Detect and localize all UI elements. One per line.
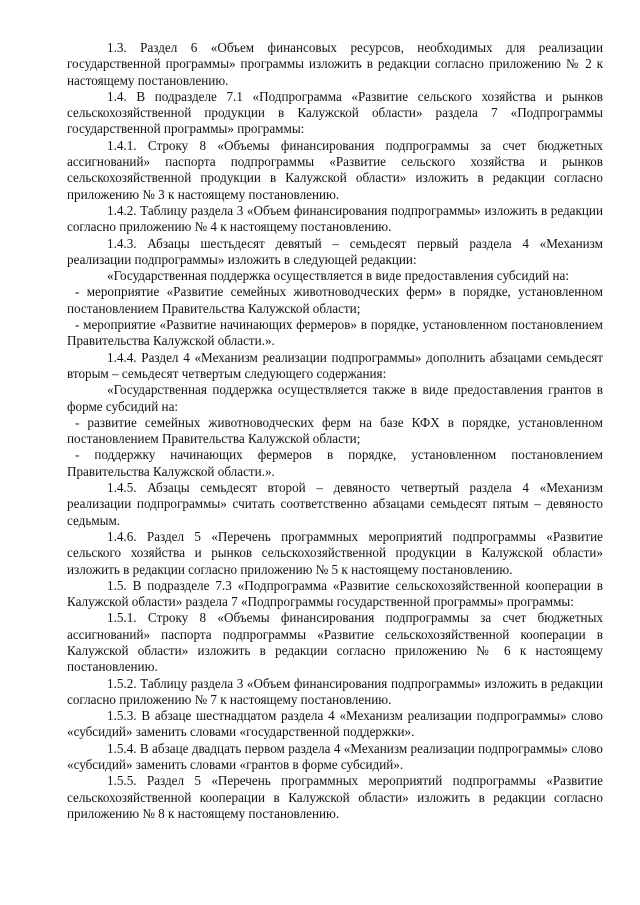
paragraph-1-5-5: 1.5.5. Раздел 5 «Перечень программных мероприятий подпрограммы «Развитие сельскохозяйственной кооперации в Калужской области» изложить в редакции согласно приложению № 8 к настоящему постановлению. <box>67 773 603 821</box>
paragraph-1-4-1: 1.4.1. Строку 8 «Объемы финансирования подпрограммы за счет бюджетных ассигнований» паспорта подпрограммы «Развитие сельского хозяйства и рынков сельскохозяйственной продукции в Калужской области» изложить в редакции согласно приложению № 3 к настоящему постановлению. <box>67 137 603 202</box>
paragraph-1-5-3: 1.5.3. В абзаце шестнадцатом раздела 4 «Механизм реализации подпрограммы» слово «субсидий» заменить словами «государственной поддержки». <box>67 708 603 740</box>
paragraph-1-4-4: 1.4.4. Раздел 4 «Механизм реализации подпрограммы» дополнить абзацами семьдесят вторым – семьдесят четвертым следующего содержания: <box>67 349 603 381</box>
bullet-beginning-farmers: - мероприятие «Развитие начинающих фермеров» в порядке, установленном постановлением Правительства Калужской области.». <box>67 317 603 349</box>
paragraph-1-5-2: 1.5.2. Таблицу раздела 3 «Объем финансирования подпрограммы» изложить в редакции согласно приложению № 7 к настоящему постановлению. <box>67 675 603 707</box>
paragraph-1-5: 1.5. В подразделе 7.3 «Подпрограмма «Развитие сельскохозяйственной кооперации в Калужской области» раздела 7 «Подпрограммы государственной программы» программы: <box>67 577 603 610</box>
bullet-farmer-support: - поддержку начинающих фермеров в порядке, установленном постановлением Правительства Калужской области.». <box>67 447 603 479</box>
paragraph-1-4-3: 1.4.3. Абзацы шестьдесят девятый – семьдесят первый раздела 4 «Механизм реализации подпрограммы» изложить в следующей редакции: <box>67 235 603 267</box>
bullet-kfh-farms: - развитие семейных животноводческих ферм на базе КФХ в порядке, установленном постановлением Правительства Калужской области; <box>67 414 603 447</box>
paragraph-1-5-1: 1.5.1. Строку 8 «Объемы финансирования подпрограммы за счет бюджетных ассигнований» паспорта подпрограммы «Развитие сельскохозяйственной кооперации в Калужской области» изложить в редакции согласно приложению № 6 к настоящему постановлению. <box>67 610 603 675</box>
paragraph-1-4-6: 1.4.6. Раздел 5 «Перечень программных мероприятий подпрограммы «Развитие сельского хозяйства и рынков сельскохозяйственной продукции в Калужской области» изложить в редакции согласно приложению № 5 к настоящему постановлению. <box>67 528 603 577</box>
paragraph-1-4: 1.4. В подразделе 7.1 «Подпрограмма «Развитие сельского хозяйства и рынков сельскохозяйственной продукции в Калужской области» раздела 7 «Подпрограммы государственной программы» программы: <box>67 88 603 137</box>
bullet-family-farms: - мероприятие «Развитие семейных животноводческих ферм» в порядке, установленном постановлением Правительства Калужской области; <box>67 284 603 316</box>
document-page <box>67 40 603 822</box>
paragraph-1-4-2: 1.4.2. Таблицу раздела 3 «Объем финансирования подпрограммы» изложить в редакции согласно приложению № 4 к настоящему постановлению. <box>67 202 603 235</box>
paragraph-1-3: 1.3. Раздел 6 «Объем финансовых ресурсов, необходимых для реализации государственной программы» программы изложить в редакции согласно приложению № 2 к настоящему постановлению. <box>67 40 603 88</box>
quoted-subsidies-intro: «Государственная поддержка осуществляется в виде предоставления субсидий на: <box>107 268 569 284</box>
paragraph-1-4-5: 1.4.5. Абзацы семьдесят второй – девяносто четвертый раздела 4 «Механизм реализации подпрограммы» считать соответственно абзацами семьдесят пятым – девяносто седьмым. <box>67 480 603 528</box>
quoted-grants-intro: «Государственная поддержка осуществляется также в виде предоставления грантов в форме субсидий на: <box>67 382 603 414</box>
paragraph-1-5-4: 1.5.4. В абзаце двадцать первом раздела 4 «Механизм реализации подпрограммы» слово «субсидий» заменить словами «грантов в форме субсидий». <box>67 740 603 773</box>
